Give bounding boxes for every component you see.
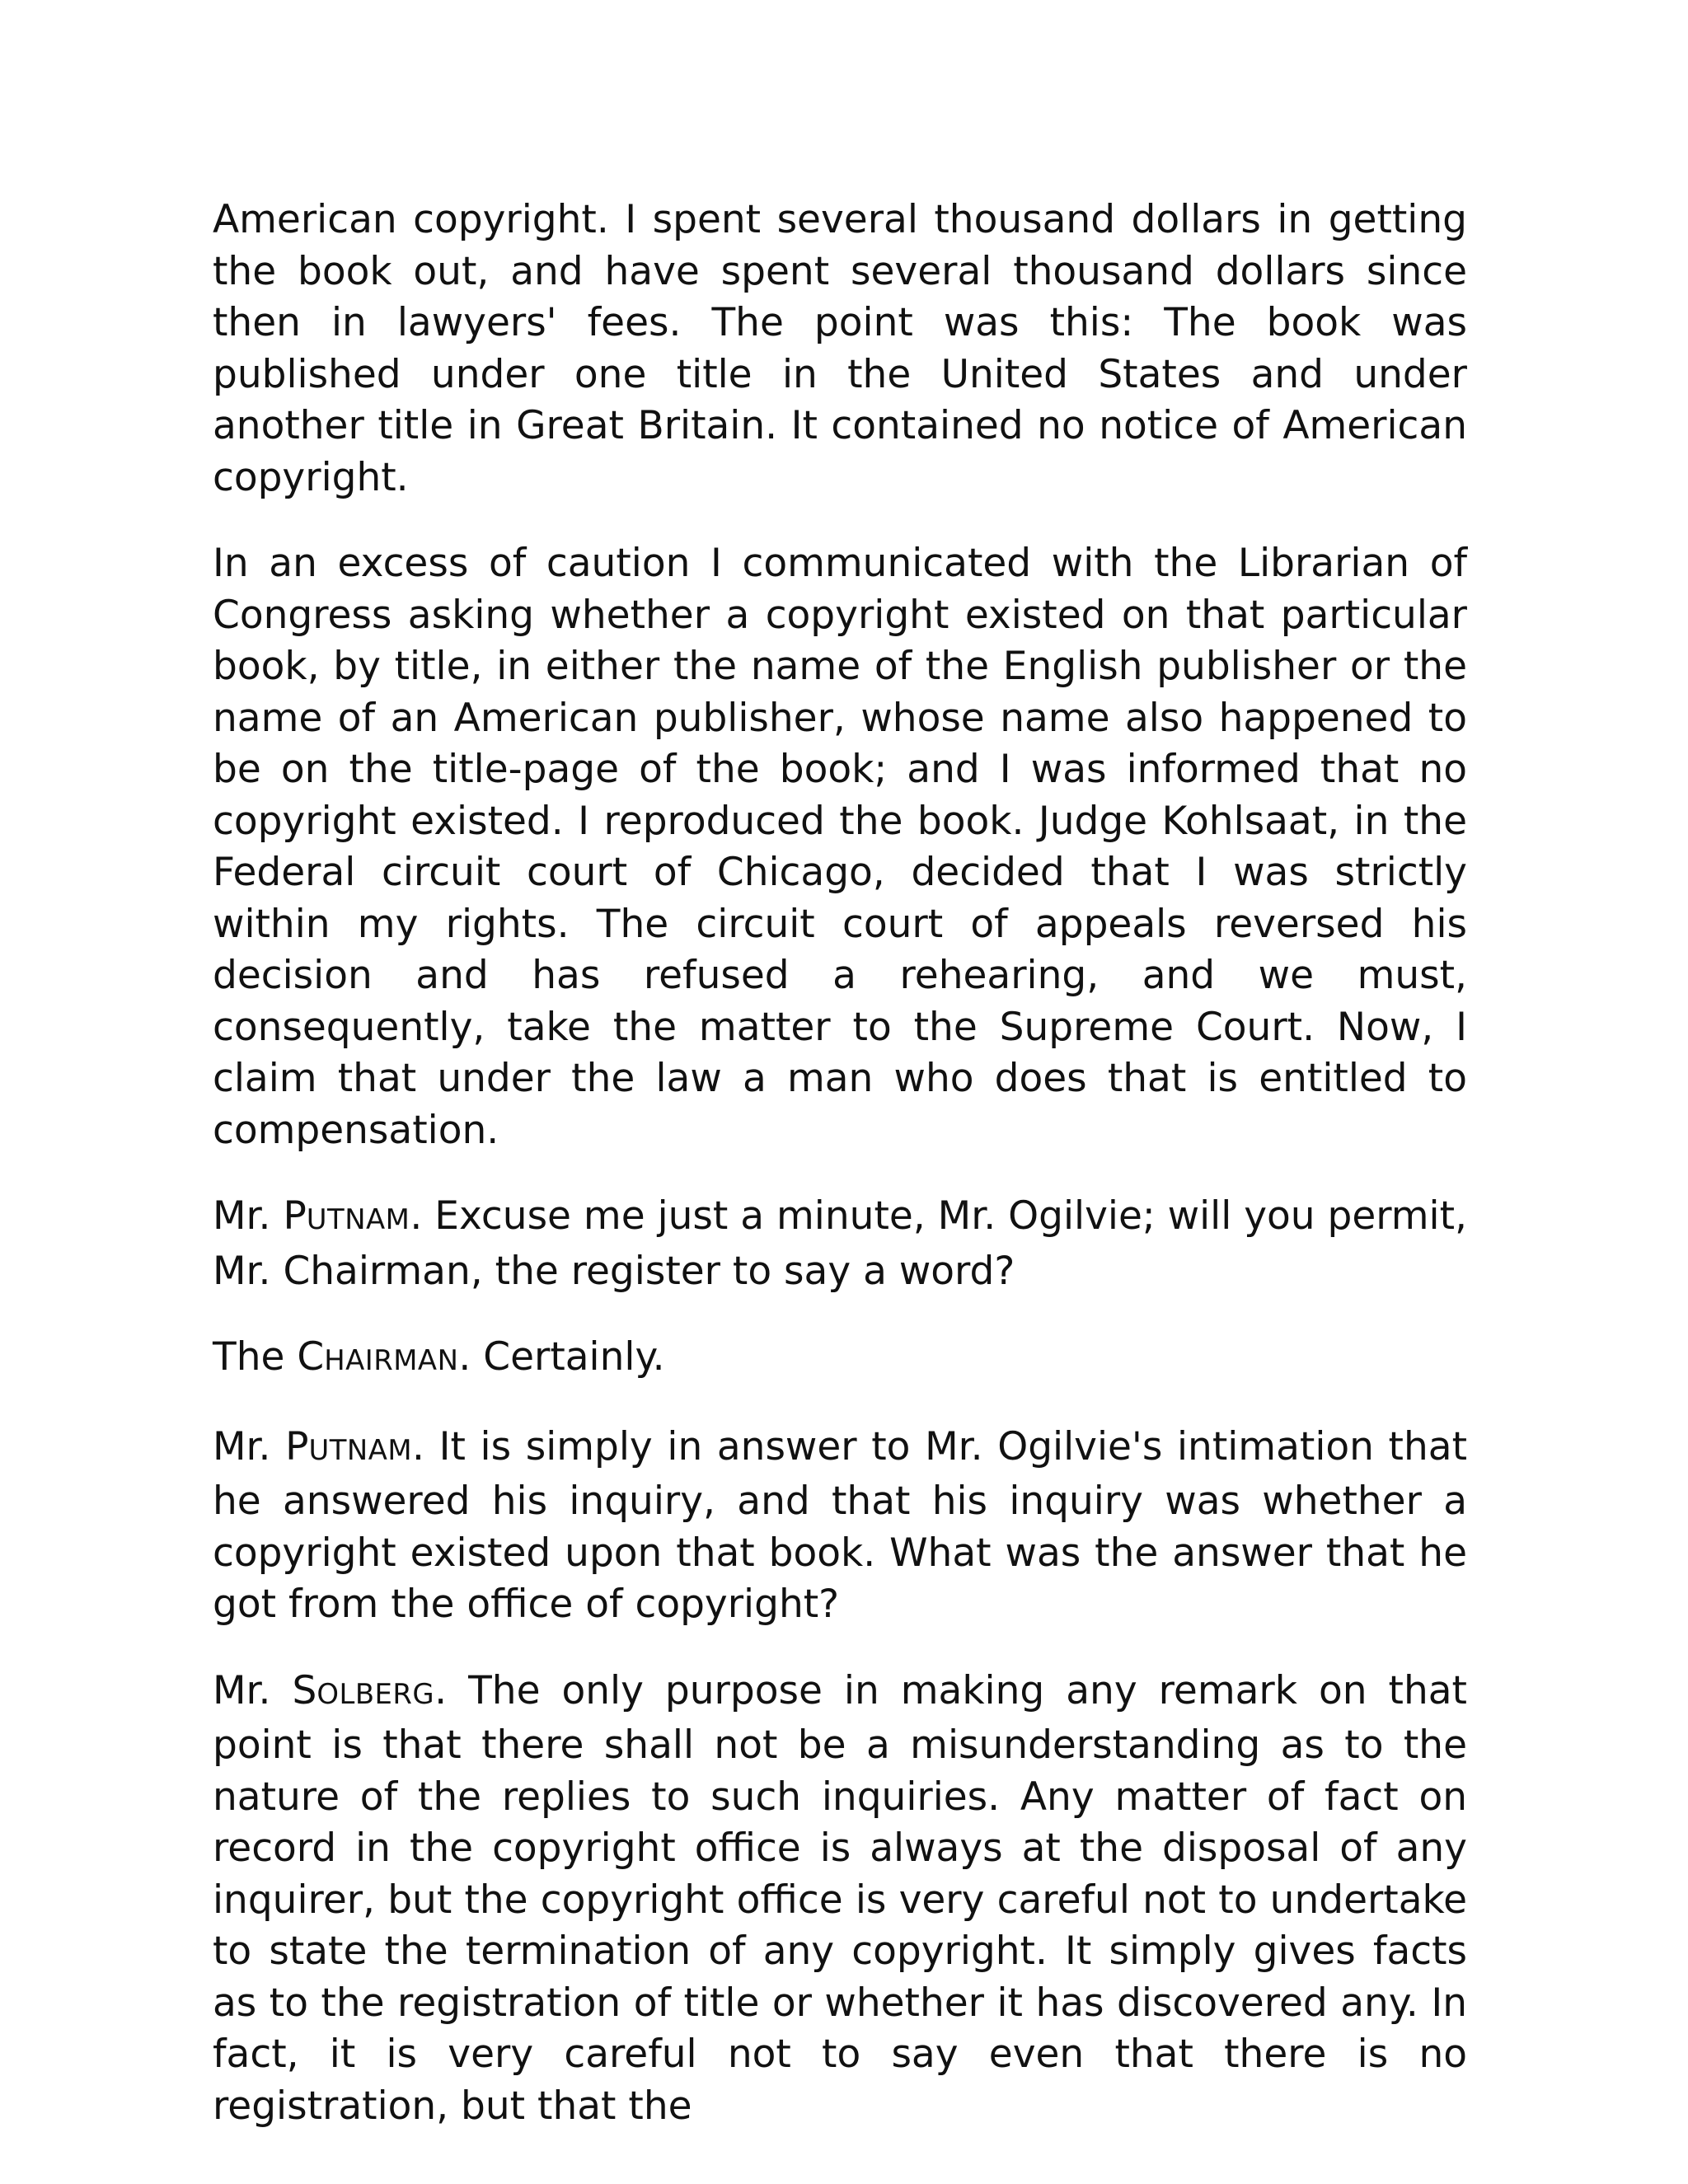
speaker-name-rest: UTNAM xyxy=(308,1433,413,1466)
paragraph-text: . Certainly. xyxy=(458,1334,665,1380)
paragraph-text: . The only purpose in making any remark on that point is that there shall not be a misunderstanding as to the nature of the replies to such inquiries. Any matter of fact on record in the copyright office is always at the disposal of any inquirer, but the copyright office is very careful not to undertake to state the termination of any copyright. It simply gives facts as to the registration of title or whether it has discovered any. In fact, it is very careful not to say even that there is no registration, but that the xyxy=(213,1667,1467,2129)
speaker-name-rest: HAIRMAN xyxy=(324,1344,459,1376)
paragraph-3 xyxy=(213,1191,1467,1297)
speaker-name-rest: OLBERG xyxy=(316,1677,435,1710)
document-page xyxy=(213,194,1467,2167)
speaker-prefix: Mr. xyxy=(213,1667,293,1713)
paragraph-4 xyxy=(213,1332,1467,1387)
speaker-prefix: Mr. xyxy=(213,1423,286,1469)
paragraph-text: In an excess of caution I communicated with the Librarian of Congress asking whether a copyright existed on that particular book, by title, in either the name of the English publisher or the name of an American publisher, whose name also happened to be on the title-page of the book; and I was informed that no copyright existed. I reproduced the book. Judge Kohlsaat, in the Federal circuit court of Chicago, decided that I was strictly within my rights. The circuit court of appeals reversed his decision and has refused a rehearing, and we must, consequently, take the matter to the Supreme Court. Now, I claim that under the law a man who does that is entitled to compensation. xyxy=(213,541,1467,1153)
paragraph-text: . It is simply in answer to Mr. Ogilvie's intimation that he answered his inquiry, and that his inquiry was whether a copyright existed upon that book. What was the answer that he got from the office of copyright? xyxy=(213,1423,1467,1627)
speaker-name-initial: P xyxy=(283,1193,307,1239)
paragraph-text: American copyright. I spent several thousand dollars in getting the book out, and have spent several thousand dollars since then in lawyers' fees. The point was this: The book was published under one title in the United States and under another title in Great Britain. It contained no notice of American copyright. xyxy=(213,197,1467,500)
paragraph-text: . Excuse me just a minute, Mr. Ogilvie; will you permit, Mr. Chairman, the register to say a word? xyxy=(213,1193,1467,1294)
speaker-name-initial: C xyxy=(297,1334,325,1380)
paragraph-5 xyxy=(213,1422,1467,1631)
speaker-prefix: The xyxy=(213,1334,298,1380)
speaker-name-initial: S xyxy=(292,1667,317,1713)
paragraph-6 xyxy=(213,1666,1467,2133)
paragraph-2 xyxy=(213,538,1467,1156)
speaker-prefix: Mr. xyxy=(213,1193,284,1239)
speaker-name-rest: UTNAM xyxy=(306,1203,410,1235)
paragraph-1 xyxy=(213,194,1467,504)
speaker-name-initial: P xyxy=(285,1423,309,1469)
